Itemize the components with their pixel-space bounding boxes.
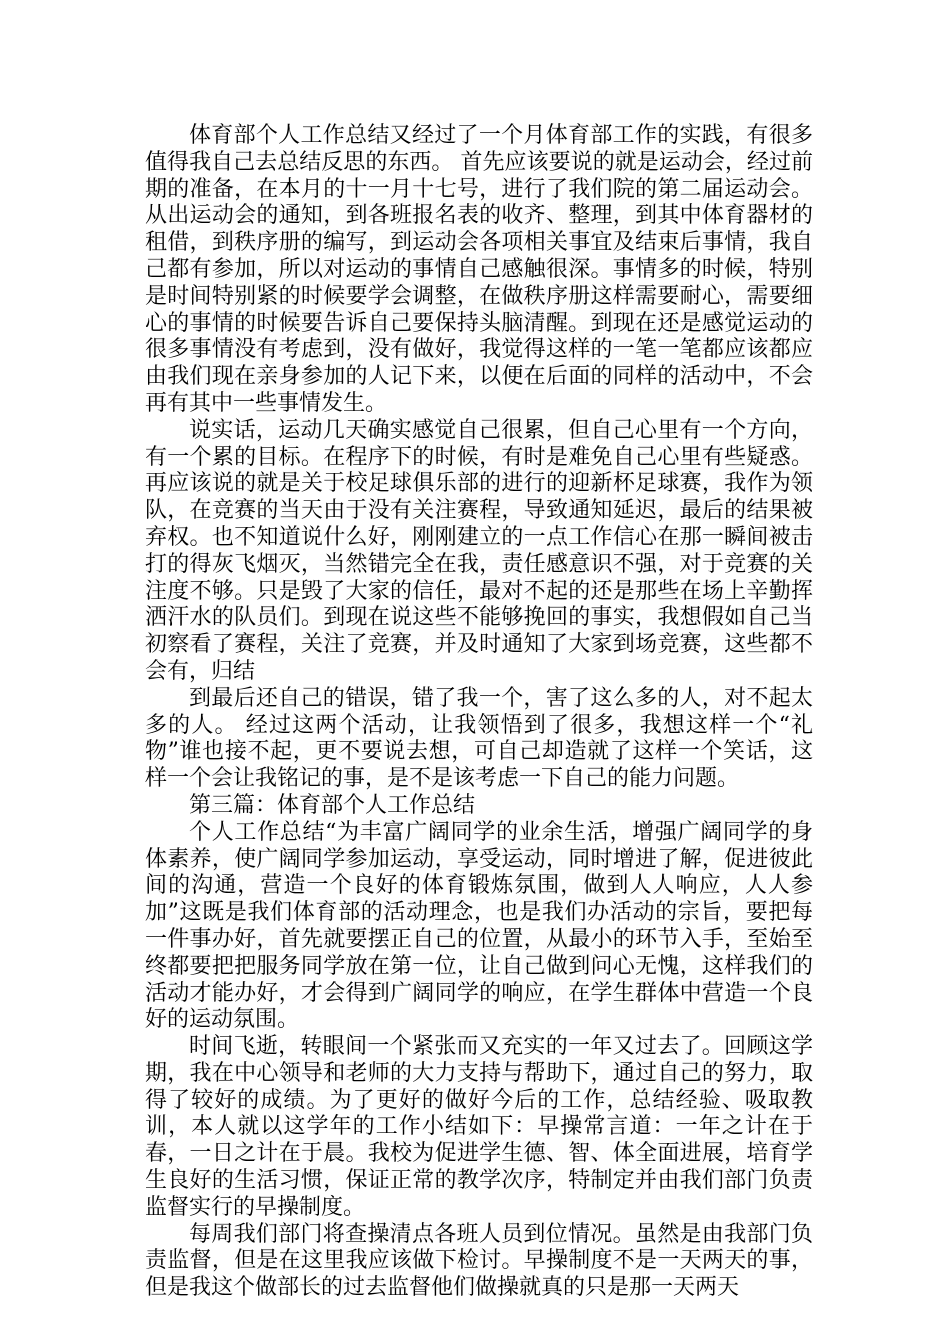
- paragraph-year-review: 时间飞逝，转眼间一个紧张而又充实的一年又过去了。回顾这学期，我在中心领导和老师的大力支持与帮助下，通过自己的努力，取得了较好的成绩。为了更好的做好今后的工作，总结经验、吸取教训，本人就以这学年的工作小结如下：早操常言道：一年之计在于春，一日之计在于晨。我校为促进学生德、智、体全面进展，培育学生良好的生活习惯，保证正常的教学次序，特制定并由我们部门负责监督实行的早操制度。: [145, 1034, 813, 1220]
- section-heading: 第三篇：体育部个人工作总结: [189, 792, 476, 818]
- paragraph-morning-exercise: 每周我们部门将查操清点各班人员到位情况。虽然是由我部门负责监督，但是在这里我应该做下检讨。早操制度不是一天两天的事，但是我这个做部长的过去监督他们做操就真的只是那一天两天: [145, 1221, 813, 1301]
- document-page: [145, 123, 813, 1302]
- paragraph-football-match: 说实话，运动几天确实感觉自己很累，但自己心里有一个方向，有一个累的目标。在程序下的时候，有时是难免自己心里有些疑惑。 再应该说的就是关于校足球俱乐部的进行的迎新杯足球赛，我作为领队，在竞赛的当天由于没有关注赛程，导致通知延迟，最后的结果被弃权。也不知道说什么好，刚刚建立的一点工作信心在那一瞬间被击打的得灰飞烟灭，当然错完全在我，责任感意识不强，对于竞赛的关注度不够。只是毁了大家的信任，最对不起的还是那些在场上辛勤挥洒汗水的队员们。到现在说这些不能够挽回的事实，我想假如自己当初察看了赛程，关注了竞赛，并及时通知了大家到场竞赛，这些都不会有，归结: [145, 417, 813, 684]
- paragraph-work-philosophy: 个人工作总结“为丰富广阔同学的业余生活，增强广阔同学的身体素养，使广阔同学参加运动，享受运动，同时增进了解，促进彼此间的沟通，营造一个良好的体育锻炼氛围，做到人人响应，人人参加”这既是我们体育部的活动理念，也是我们办活动的宗旨，要把每一件事办好，首先就要摆正自己的位置，从最小的环节入手，至始至终都要把把服务同学放在第一位，让自己做到问心无愧，这样我们的活动才能办好，才会得到广阔同学的响应，在学生群体中营造一个良好的运动氛围。: [145, 819, 813, 1033]
- paragraph-sports-meet: 体育部个人工作总结又经过了一个月体育部工作的实践，有很多值得我自己去总结反思的东西。 首先应该要说的就是运动会，经过前期的准备，在本月的十一月十七号，进行了我们院的第二届运动会。从出运动会的通知，到各班报名表的收齐、整理，到其中体育器材的租借，到秩序册的编写，到运动会各项相关事宜及结束后事情，我自己都有参加，所以对运动的事情自己感触很深。事情多的时候，特别是时间特别紧的时候要学会调整，在做秩序册这样需要耐心，需要细心的事情的时候要告诉自己要保持头脑清醒。到现在还是感觉运动的很多事情没有考虑到，没有做好，我觉得这样的一笔一笔都应该都应由我们现在亲身参加的人记下来，以便在后面的同样的活动中，不会再有其中一些事情发生。: [145, 123, 813, 416]
- paragraph-reflection: 到最后还自己的错误，错了我一个，害了这么多的人，对不起太多的人。 经过这两个活动，让我领悟到了很多，我想这样一个“礼物”谁也接不起，更不要说去想，可自己却造就了这样一个笑话，这样一个会让我铭记的事，是不是该考虑一下自己的能力问题。: [145, 685, 813, 792]
